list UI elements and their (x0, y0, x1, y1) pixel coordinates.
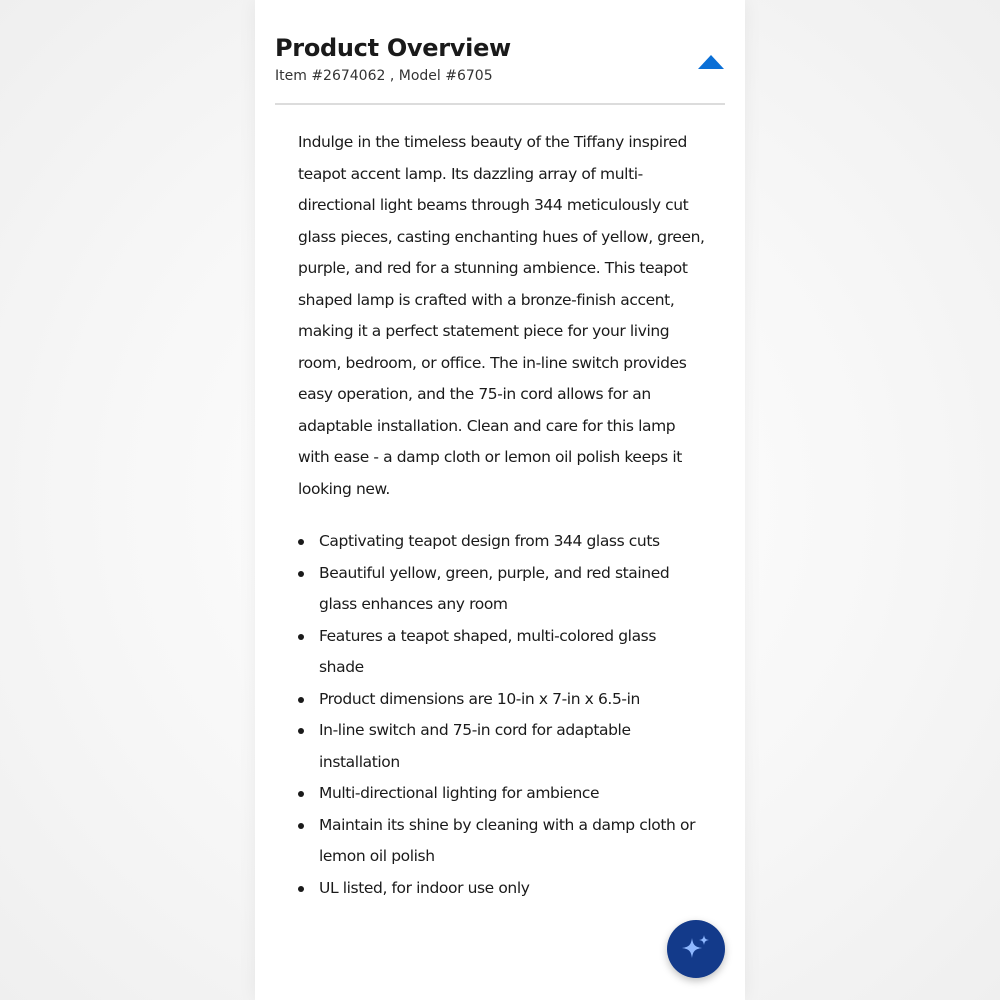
item-model-number: Item #2674062 , Model #6705 (275, 68, 493, 84)
section-title: Product Overview (275, 34, 511, 62)
bullet-icon (298, 886, 304, 892)
list-item (319, 778, 708, 810)
feature-text: Captivating teapot design from 344 glass cuts (319, 532, 660, 550)
bullet-icon (298, 823, 304, 829)
feature-text: Beautiful yellow, green, purple, and red stained glass enhances any room (319, 563, 670, 613)
list-item (319, 684, 708, 716)
overview-content (298, 127, 708, 904)
bullet-icon (298, 539, 304, 545)
list-item (319, 621, 708, 684)
bullet-icon (298, 571, 304, 577)
list-item (319, 715, 708, 778)
product-overview-panel (255, 0, 745, 1000)
collapse-section-button[interactable] (695, 52, 727, 74)
list-item (319, 873, 708, 905)
bullet-icon (298, 728, 304, 734)
bullet-icon (298, 634, 304, 640)
bullet-icon (298, 791, 304, 797)
feature-text: UL listed, for indoor use only (319, 878, 530, 897)
feature-text: Product dimensions are 10-in x 7-in x 6.5-in (319, 689, 640, 708)
feature-text: Multi-directional lighting for ambience (319, 784, 600, 802)
sparkle-icon (679, 932, 713, 966)
section-header[interactable] (275, 34, 725, 104)
list-item (319, 810, 708, 873)
list-item (319, 526, 708, 558)
feature-text: Maintain its shine by cleaning with a damp cloth or lemon oil polish (319, 815, 696, 865)
feature-list (298, 526, 708, 904)
header-divider (275, 103, 725, 105)
list-item (319, 558, 708, 621)
feature-text: In-line switch and 75-in cord for adaptable installation (319, 721, 631, 771)
bullet-icon (298, 697, 304, 703)
product-description: Indulge in the timeless beauty of the Tiffany inspired teapot accent lamp. Its dazzling array of multi-directional light beams through 344 meticulously cut glass pieces, casting enchanting hues of yellow, green, purple, and red for a stunning ambience. This teapot shaped lamp is crafted with a bronze-finish accent, making it a perfect statement piece for your living room, bedroom, or office. The in-line switch provides easy operation, and the 75-in cord allows for an adaptable installation. Clean and care for this lamp with ease - a damp cloth or lemon oil polish keeps it looking new. (298, 133, 705, 498)
ai-assistant-button[interactable] (667, 920, 725, 978)
chevron-up-triangle-icon (697, 53, 725, 71)
feature-text: Features a teapot shaped, multi-colored glass shade (319, 626, 657, 676)
